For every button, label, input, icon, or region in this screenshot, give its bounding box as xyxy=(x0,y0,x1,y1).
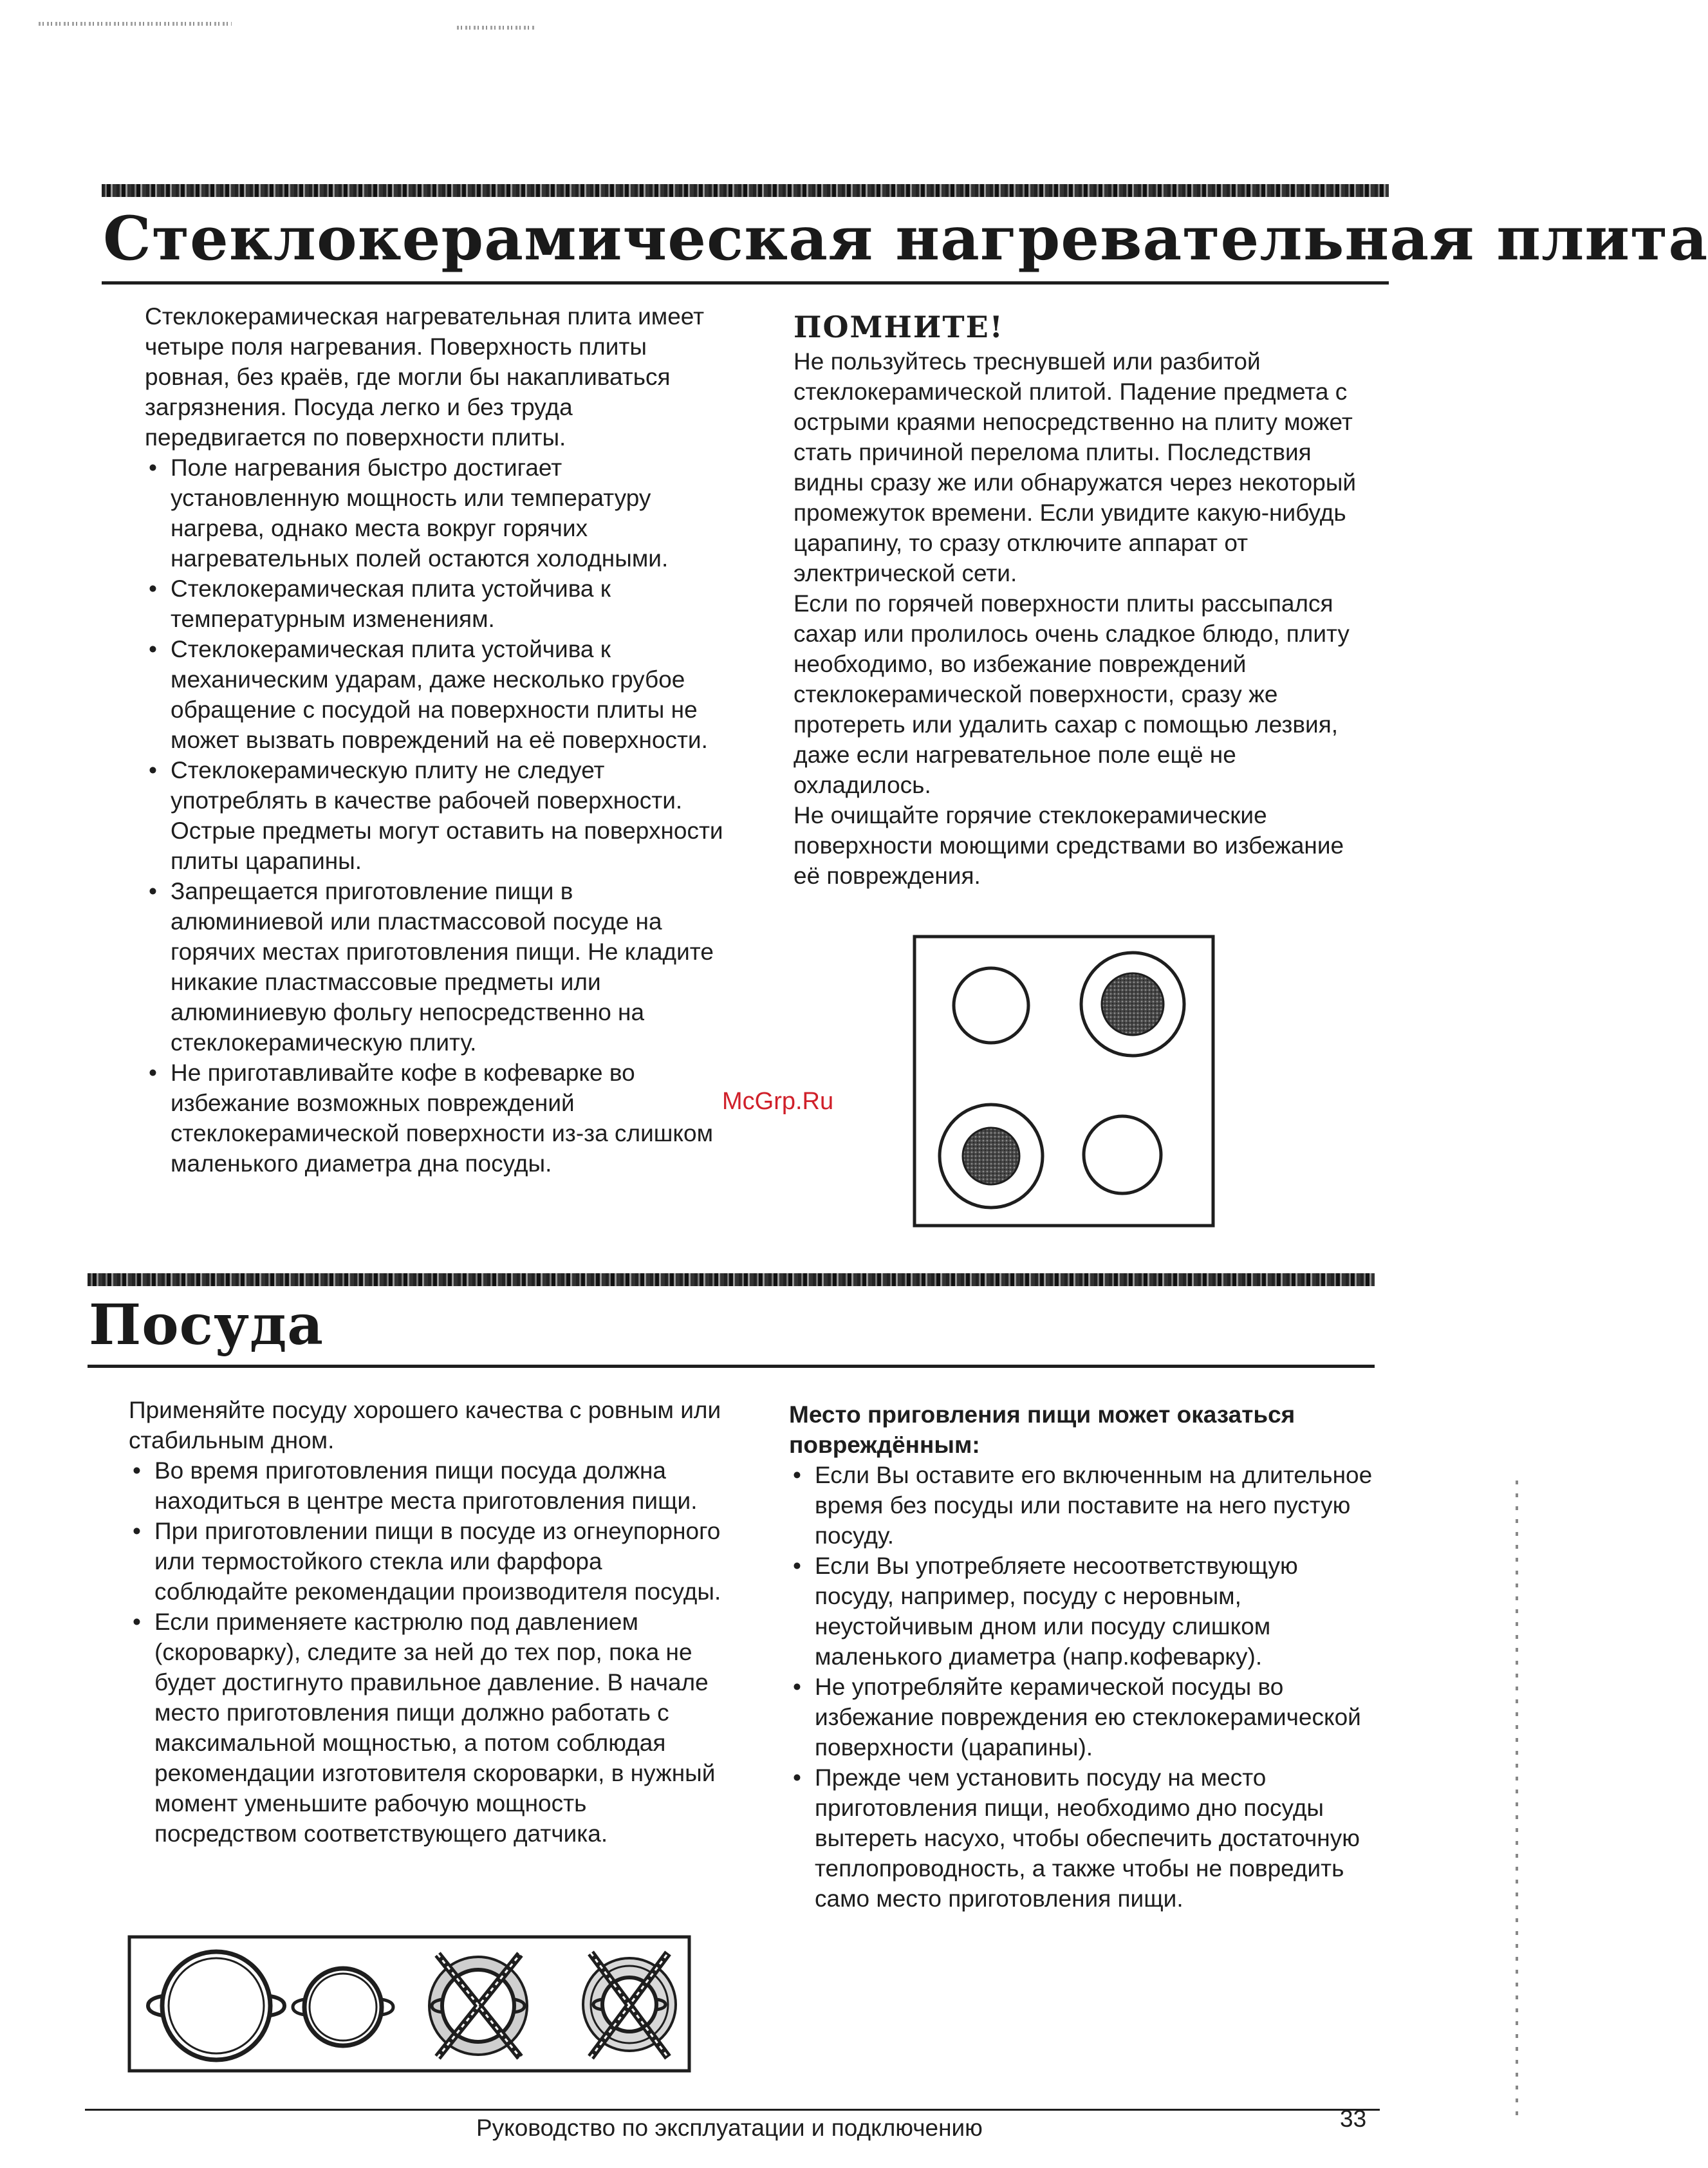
list-item: • Стеклокерамическая плита устойчива к механическим ударам, даже несколько грубое обращение с посудой на поверхности плиты не может вызвать повреждений на её поверхности. xyxy=(145,634,724,755)
pot-wrong-small-on-large-zone xyxy=(429,1954,527,2057)
damage-heading: Место приговления пищи может оказаться повреждённым: xyxy=(789,1401,1295,1458)
list-item: • Не употребляйте керамической посуды во избежание повреждения ею стеклокерамической поверхности (царапины). xyxy=(789,1672,1375,1762)
damage-bullet-list xyxy=(789,1460,1375,1914)
list-item: • Стеклокерамическая плита устойчива к температурным изменениям. xyxy=(145,574,724,634)
list-item: • Если Вы употребляете несоответствующую посуду, например, посуду с неровным, неустойчивым дном или посуду слишком маленького диаметра (напр.кофеварку). xyxy=(789,1551,1375,1672)
section1-left-column xyxy=(145,301,724,1179)
section2-left-column xyxy=(129,1395,727,1849)
cooktop-outline xyxy=(914,937,1213,1226)
list-item: • Запрещается приготовление пищи в алюминиевой или пластмассовой посуде на горячих местах приготовления пищи. Не кладите никакие пластмассовые предметы или алюминиевую фольгу непосредственно на стеклокерамическую плиту. xyxy=(145,876,724,1058)
cookware-diagram xyxy=(127,1935,691,2073)
list-item: • Стеклокерамическую плиту не следует употреблять в качестве рабочей поверхности. Острые предметы могут оставить на поверхности плиты царапины. xyxy=(145,755,724,876)
section1-bullet-list xyxy=(145,453,724,1179)
watermark: McGrp.Ru xyxy=(722,1088,834,1115)
warning-paragraph: Не пользуйтесь треснувшей или разбитой стеклокерамической плитой. Падение предмета с острыми краями непосредственно на плиту может стать причиной перелома плиты. Последствия видны сразу же или обнаружатся через некоторый промежуток времени. Если увидите какую-нибудь царапину, то сразу отключите аппарат от электрической сети. xyxy=(794,348,1357,586)
warning-heading: ПОМНИТЕ! xyxy=(794,310,1004,344)
warning-paragraph: Если по горячей поверхности плиты рассыпался сахар или пролилось очень сладкое блюдо, плиту необходимо, во избежание повреждений стеклокерамической поверхности, сразу же протереть или удалить сахар с помощью лезвия, даже если нагревательное поле ещё не охладилось. xyxy=(794,590,1350,798)
section2-bullet-list xyxy=(129,1455,727,1849)
list-item: • Если применяете кастрюлю под давлением (скороварку), следите за ней до тех пор, пока не будет достигнуто правильное давление. В начале место приготовления пищи должно работать с максимальной мощностью, а потом соблюдая рекомендации изготовителя скороварки, в нужный момент уменьшите рабочую мощность посредством соответствующего датчика. xyxy=(129,1607,727,1849)
warning-paragraph: Не очищайте горячие стеклокерамические поверхности моющими средствами во избежание её повреждения. xyxy=(794,802,1344,889)
cooktop-diagram xyxy=(913,935,1215,1228)
list-item: • Если Вы оставите его включенным на длительное время без посуды или поставите на него пустую посуду. xyxy=(789,1460,1375,1551)
section2-intro: Применяйте посуду хорошего качества с ровным или стабильным дном. xyxy=(129,1397,721,1453)
scan-artifact-left xyxy=(39,22,232,26)
footer-text: Руководство по эксплуатации и подключению xyxy=(476,2115,983,2141)
section1-top-band xyxy=(102,184,1389,197)
list-item: • Прежде чем установить посуду на место приготовления пищи, необходимо дно посуды вытереть насухо, чтобы обеспечить достаточную теплопроводность, а также чтобы не повредить само место приготовления пищи. xyxy=(789,1762,1375,1914)
section1-title-rule xyxy=(102,281,1389,285)
scan-artifact-right xyxy=(457,26,534,30)
list-item: • Во время приготовления пищи посуда должна находиться в центре места приготовления пищи. xyxy=(129,1455,727,1516)
footer-rule xyxy=(85,2109,1380,2111)
section2-title: Посуда xyxy=(89,1293,324,1358)
list-item: • Не приготавливайте кофе в кофеварке во избежание возможных повреждений стеклокерамической поверхности из-за слишком маленького диаметра дна посуды. xyxy=(145,1058,724,1179)
warning-box xyxy=(794,309,1373,891)
section2-title-rule xyxy=(88,1365,1375,1368)
page-number: 33 xyxy=(1340,2106,1367,2132)
section1-title: Стеклокерамическая нагревательная плита xyxy=(103,203,1708,274)
list-item: • Поле нагревания быстро достигает установленную мощность или температуру нагрева, однако места вокруг горячих нагревательных полей остаются холодными. xyxy=(145,453,724,574)
section1-intro: Стеклокерамическая нагревательная плита имеет четыре поля нагревания. Поверхность плиты ровная, без краёв, где могли бы накапливаться загрязнения. Посуда легко и без труда передвигается по поверхности плиты. xyxy=(145,303,705,451)
section2-top-band xyxy=(88,1273,1375,1286)
list-item: • При приготовлении пищи в посуде из огнеупорного или термостойкого стекла или фарфора соблюдайте рекомендации производителя посуды. xyxy=(129,1516,727,1607)
scan-artifact-margin xyxy=(1516,1481,1518,2124)
section2-right-column xyxy=(789,1399,1375,1914)
